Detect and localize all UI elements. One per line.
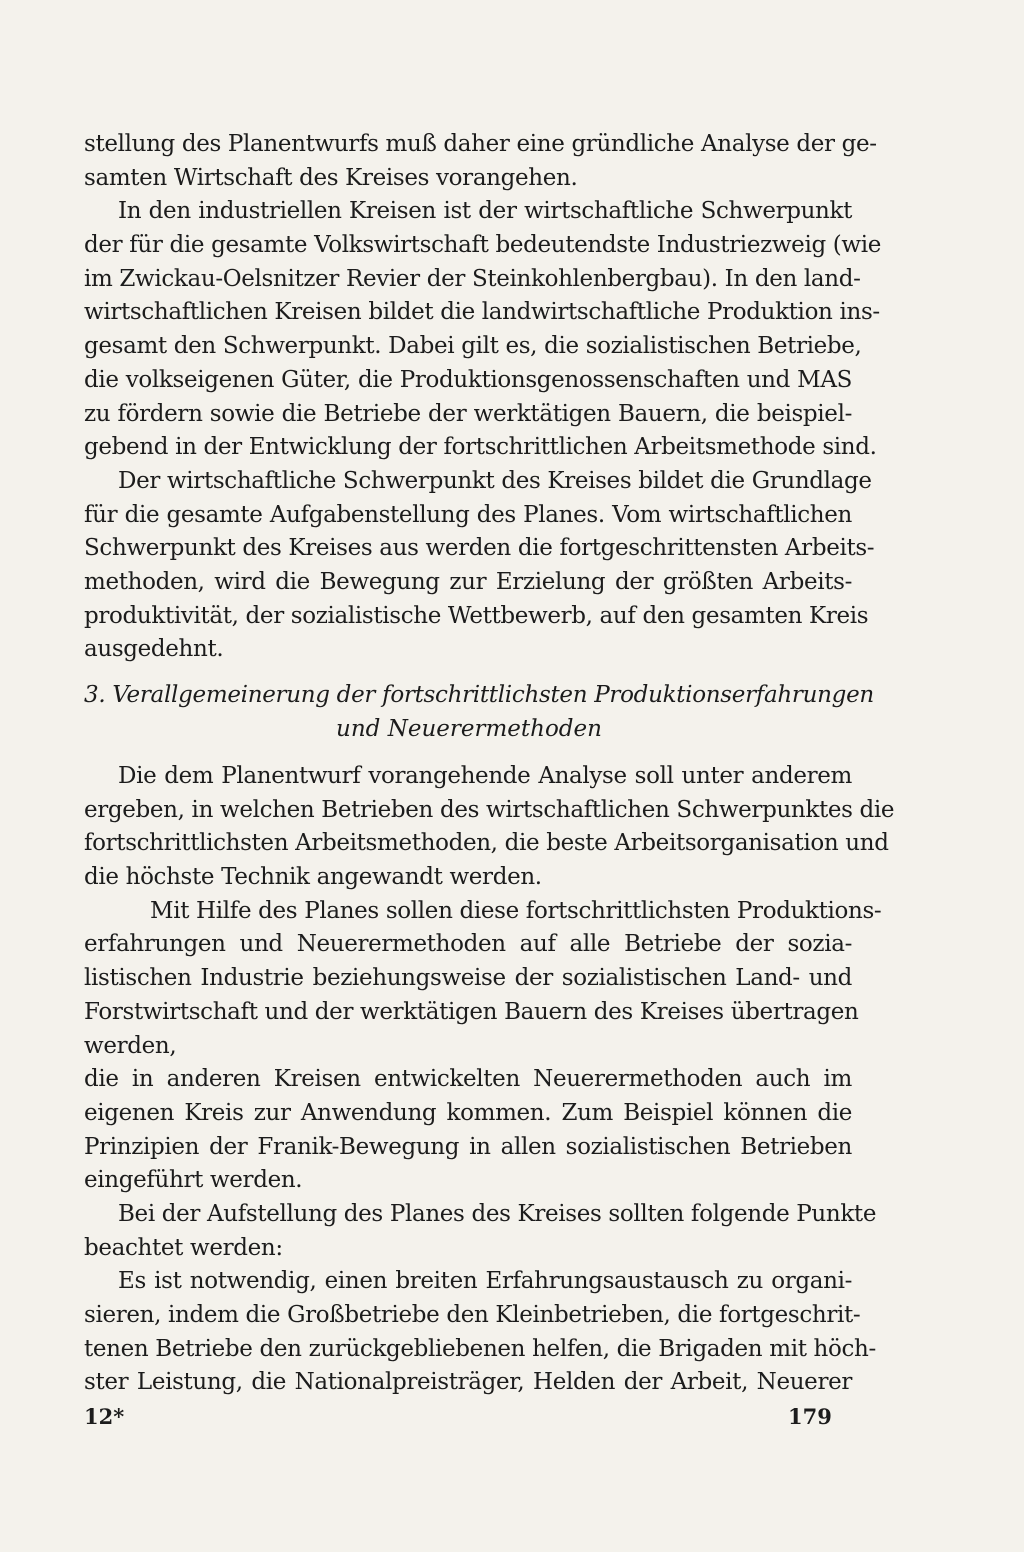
text-line: Der wirtschaftliche Schwerpunkt des Kreises bildet die Grundlage	[118, 467, 872, 494]
text-line: erfahrungen und Neuerermethoden auf alle Betriebe der sozia-	[84, 931, 852, 958]
text-line: gesamt den Schwerpunkt. Dabei gilt es, die sozialistischen Betriebe,	[84, 333, 862, 360]
text-line: Schwerpunkt des Kreises aus werden die fortgeschrittensten Arbeits-	[84, 535, 875, 562]
text-line: tenen Betriebe den zurückgebliebenen helfen, die Brigaden mit höch-	[84, 1335, 876, 1362]
text-line: fortschrittlichsten Arbeitsmethoden, die beste Arbeitsorganisation und	[84, 830, 889, 857]
text-line: listischen Industrie beziehungsweise der sozialistischen Land- und	[84, 965, 852, 992]
text-line: die höchste Technik angewandt werden.	[84, 864, 542, 891]
page-footer	[0, 1404, 1024, 1434]
signature-mark: 12*	[84, 1404, 125, 1429]
text-line: Die dem Planentwurf vorangehende Analyse soll unter anderem	[118, 763, 852, 789]
text-line: In den industriellen Kreisen ist der wirtschaftliche Schwerpunkt	[118, 198, 852, 225]
text-line: im Zwickau-Oelsnitzer Revier der Steinkohlenbergbau). In den land-	[84, 265, 861, 292]
text-line: Bei der Aufstellung des Planes des Kreises sollten folgende Punkte	[118, 1200, 877, 1227]
section-heading-line: und Neuerermethoden	[336, 716, 602, 742]
text-line: stellung des Planentwurfs muß daher eine gründliche Analyse der ge-	[84, 131, 877, 157]
text-block-section	[84, 760, 895, 1400]
section-heading	[84, 678, 874, 746]
text-block-intro	[84, 128, 882, 667]
text-line: werden,	[84, 1032, 177, 1059]
text-line: Mit Hilfe des Planes sollen diese fortschrittlichsten Produktions-	[150, 897, 882, 924]
text-line: produktivität, der sozialistische Wettbewerb, auf den gesamten Kreis	[84, 602, 869, 629]
text-line: gebend in der Entwicklung der fortschrittlichen Arbeitsmethode sind.	[84, 434, 877, 461]
text-line: für die gesamte Aufgabenstellung des Planes. Vom wirtschaftlichen	[84, 501, 852, 528]
text-line: ster Leistung, die Nationalpreisträger, Helden der Arbeit, Neuerer	[84, 1369, 852, 1396]
text-line: Es ist notwendig, einen breiten Erfahrungsaustausch zu organi-	[118, 1268, 852, 1295]
text-line: samten Wirtschaft des Kreises vorangehen.	[84, 164, 578, 191]
text-line: Prinzipien der Franik-Bewegung in allen sozialistischen Betrieben	[84, 1133, 852, 1160]
text-line: beachtet werden:	[84, 1234, 283, 1261]
text-line: die volkseigenen Güter, die Produktionsgenossenschaften und MAS	[84, 366, 852, 393]
text-line: wirtschaftlichen Kreisen bildet die landwirtschaftliche Produktion ins-	[84, 299, 880, 326]
section-heading-line: 3. Verallgemeinerung der fortschrittlichsten Produktionserfahrungen	[84, 682, 874, 708]
text-line: eingeführt werden.	[84, 1167, 303, 1194]
text-line: die in anderen Kreisen entwickelten Neuerermethoden auch im	[84, 1066, 852, 1093]
text-line: zu fördern sowie die Betriebe der werktätigen Bauern, die beispiel-	[84, 400, 852, 427]
text-line: der für die gesamte Volkswirtschaft bedeutendste Industriezweig (wie	[84, 232, 882, 259]
page-number: 179	[788, 1404, 832, 1429]
text-line: Forstwirtschaft und der werktätigen Bauern des Kreises übertragen	[84, 998, 859, 1025]
text-line: sieren, indem die Großbetriebe den Kleinbetrieben, die fortgeschrit-	[84, 1302, 861, 1328]
text-line: ausgedehnt.	[84, 636, 224, 663]
text-line: methoden, wird die Bewegung zur Erzielung der größten Arbeits-	[84, 568, 852, 595]
text-line: eigenen Kreis zur Anwendung kommen. Zum Beispiel können die	[84, 1099, 852, 1126]
text-line: ergeben, in welchen Betrieben des wirtschaftlichen Schwerpunktes die	[84, 796, 895, 823]
